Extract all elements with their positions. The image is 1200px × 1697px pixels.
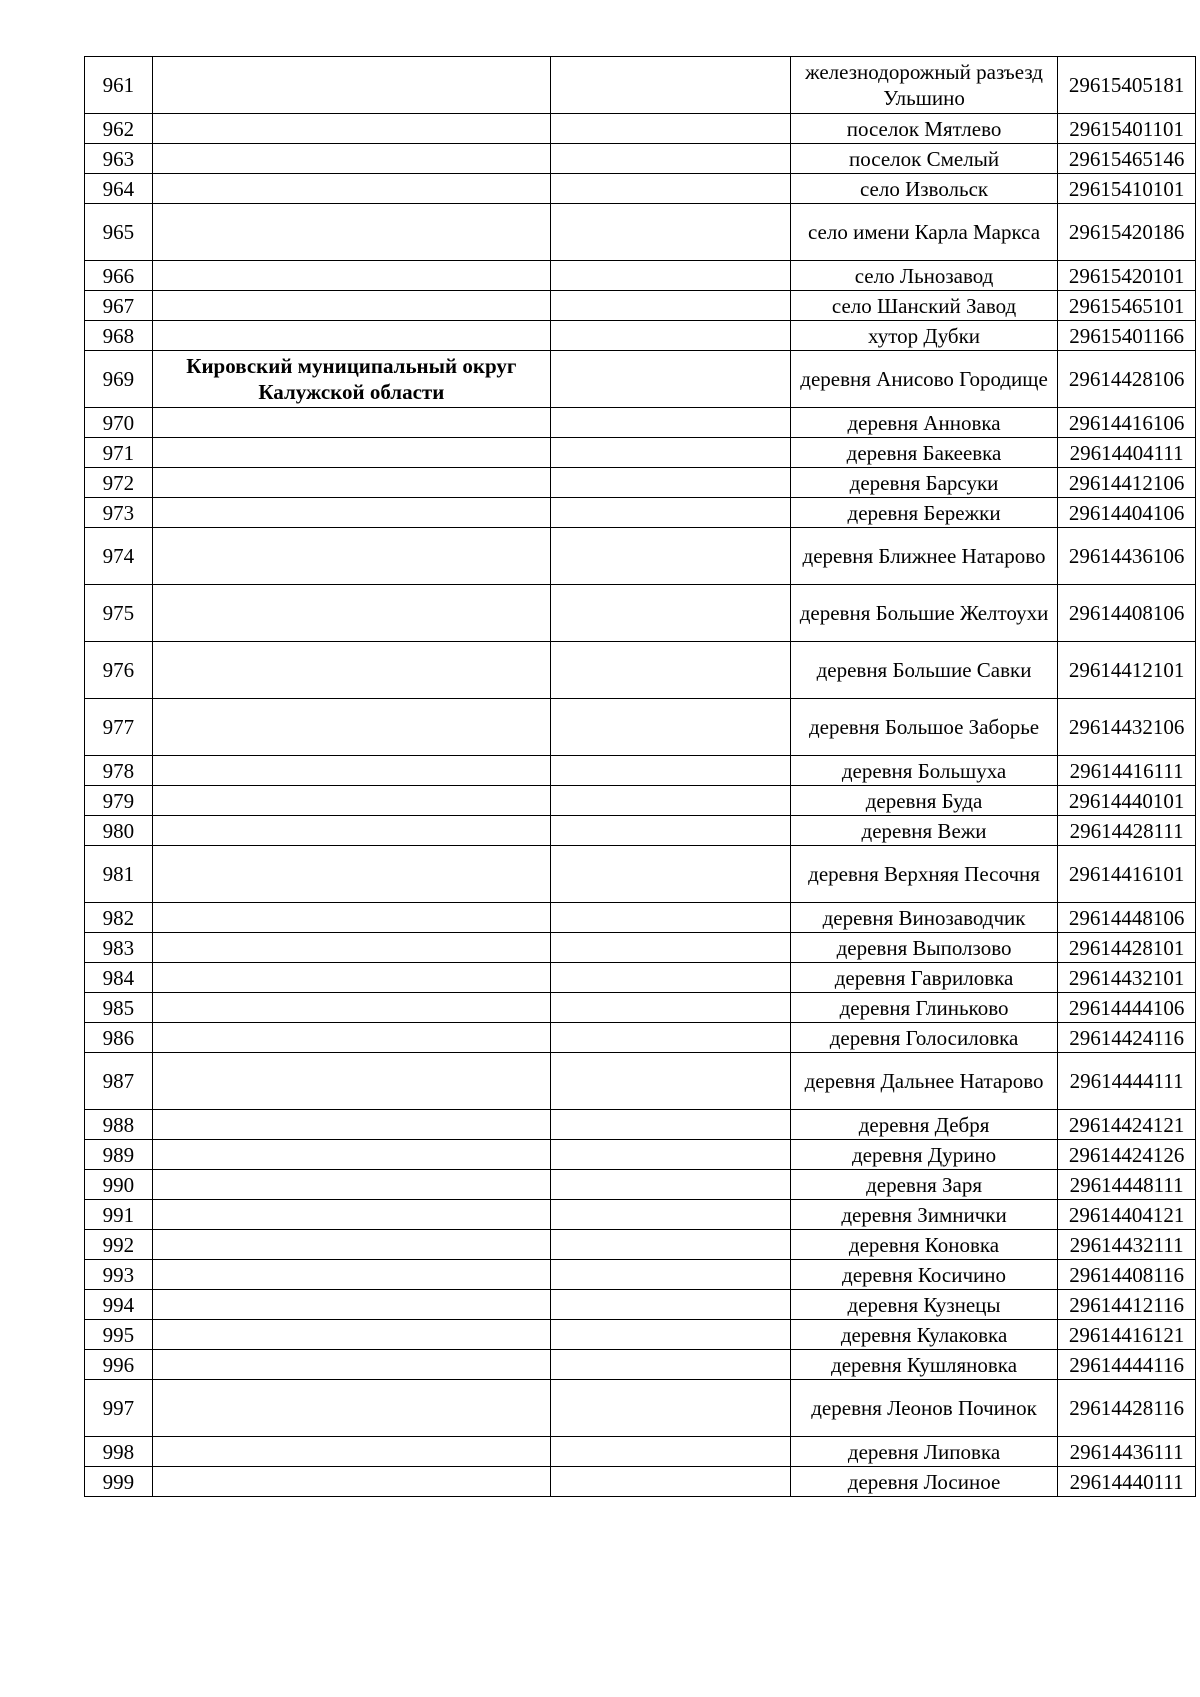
oktmo-code-cell: 29614424126 [1058,1140,1196,1170]
table-row [85,1350,1196,1380]
municipality-cell [152,1200,550,1230]
settlement-name-cell: деревня Большое Заборье [790,699,1057,756]
municipality-cell [152,144,550,174]
settlement-name-cell: деревня Анисово Городище [790,351,1057,408]
empty-cell [550,261,790,291]
row-number-cell: 988 [85,1110,153,1140]
oktmo-code-cell: 29615420186 [1058,204,1196,261]
oktmo-code-cell: 29615465146 [1058,144,1196,174]
municipality-cell [152,408,550,438]
empty-cell [550,438,790,468]
table-row [85,585,1196,642]
municipality-cell [152,1053,550,1110]
settlement-name-cell: деревня Лосиное [790,1467,1057,1497]
municipality-cell [152,57,550,114]
table-row [85,57,1196,114]
settlement-name-cell: деревня Большуха [790,756,1057,786]
empty-cell [550,1290,790,1320]
settlement-name-cell: деревня Коновка [790,1230,1057,1260]
document-page [84,56,1196,1497]
empty-cell [550,1023,790,1053]
empty-cell [550,963,790,993]
empty-cell [550,144,790,174]
settlement-name-cell: деревня Анновка [790,408,1057,438]
oktmo-code-cell: 29614432106 [1058,699,1196,756]
row-number-cell: 964 [85,174,153,204]
row-number-cell: 967 [85,291,153,321]
oktmo-code-cell: 29614404106 [1058,498,1196,528]
table-row [85,1380,1196,1437]
oktmo-code-cell: 29615405181 [1058,57,1196,114]
oktmo-code-cell: 29614408106 [1058,585,1196,642]
empty-cell [550,174,790,204]
table-row [85,261,1196,291]
settlement-name-cell: хутор Дубки [790,321,1057,351]
settlement-name-cell: деревня Кузнецы [790,1290,1057,1320]
table-row [85,1230,1196,1260]
municipality-cell [152,816,550,846]
row-number-cell: 984 [85,963,153,993]
empty-cell [550,1053,790,1110]
oktmo-code-cell: 29615401166 [1058,321,1196,351]
municipality-cell [152,1320,550,1350]
municipality-cell [152,1230,550,1260]
settlement-name-cell: деревня Барсуки [790,468,1057,498]
row-number-cell: 986 [85,1023,153,1053]
row-number-cell: 971 [85,438,153,468]
table-row [85,408,1196,438]
row-number-cell: 989 [85,1140,153,1170]
municipality-cell [152,174,550,204]
oktmo-code-cell: 29614424116 [1058,1023,1196,1053]
settlement-name-cell: деревня Заря [790,1170,1057,1200]
row-number-cell: 972 [85,468,153,498]
table-row [85,699,1196,756]
empty-cell [550,1260,790,1290]
settlement-name-cell: деревня Дебря [790,1110,1057,1140]
empty-cell [550,786,790,816]
empty-cell [550,1140,790,1170]
settlement-name-cell: деревня Гавриловка [790,963,1057,993]
empty-cell [550,1110,790,1140]
table-row [85,816,1196,846]
oktmo-code-cell: 29614440111 [1058,1467,1196,1497]
oktmo-code-cell: 29614404111 [1058,438,1196,468]
row-number-cell: 976 [85,642,153,699]
table-row [85,756,1196,786]
table-row [85,351,1196,408]
settlement-name-cell: деревня Выползово [790,933,1057,963]
municipality-cell [152,1290,550,1320]
row-number-cell: 968 [85,321,153,351]
oktmo-code-cell: 29614444116 [1058,1350,1196,1380]
table-row [85,1200,1196,1230]
municipality-cell [152,498,550,528]
table-row [85,321,1196,351]
row-number-cell: 987 [85,1053,153,1110]
empty-cell [550,1437,790,1467]
row-number-cell: 975 [85,585,153,642]
settlement-name-cell: железнодорожный разъезд Ульшино [790,57,1057,114]
row-number-cell: 962 [85,114,153,144]
settlement-name-cell: деревня Липовка [790,1437,1057,1467]
empty-cell [550,816,790,846]
row-number-cell: 969 [85,351,153,408]
table-row [85,963,1196,993]
settlement-name-cell: деревня Ближнее Натарово [790,528,1057,585]
table-row [85,438,1196,468]
municipality-cell [152,585,550,642]
row-number-cell: 981 [85,846,153,903]
row-number-cell: 990 [85,1170,153,1200]
table-row [85,1260,1196,1290]
oktmo-code-cell: 29615420101 [1058,261,1196,291]
empty-cell [550,756,790,786]
row-number-cell: 970 [85,408,153,438]
table-row [85,642,1196,699]
empty-cell [550,291,790,321]
table-row [85,468,1196,498]
municipality-cell [152,204,550,261]
settlement-name-cell: поселок Смелый [790,144,1057,174]
table-row [85,846,1196,903]
empty-cell [550,498,790,528]
settlement-name-cell: деревня Кулаковка [790,1320,1057,1350]
settlement-name-cell: деревня Вежи [790,816,1057,846]
oktmo-code-cell: 29614444111 [1058,1053,1196,1110]
municipality-cell [152,642,550,699]
oktmo-code-cell: 29615465101 [1058,291,1196,321]
row-number-cell: 961 [85,57,153,114]
table-row [85,498,1196,528]
settlement-name-cell: деревня Глиньково [790,993,1057,1023]
row-number-cell: 982 [85,903,153,933]
row-number-cell: 974 [85,528,153,585]
row-number-cell: 993 [85,1260,153,1290]
settlement-name-cell: село имени Карла Маркса [790,204,1057,261]
oktmo-code-cell: 29614432111 [1058,1230,1196,1260]
empty-cell [550,1350,790,1380]
table-row [85,1290,1196,1320]
settlement-name-cell: деревня Голосиловка [790,1023,1057,1053]
settlements-table [84,56,1196,1497]
empty-cell [550,1380,790,1437]
oktmo-code-cell: 29614432101 [1058,963,1196,993]
row-number-cell: 965 [85,204,153,261]
table-row [85,903,1196,933]
municipality-cell [152,903,550,933]
oktmo-code-cell: 29614436111 [1058,1437,1196,1467]
oktmo-code-cell: 29614416121 [1058,1320,1196,1350]
settlement-name-cell: деревня Верхняя Песочня [790,846,1057,903]
empty-cell [550,114,790,144]
table-row [85,174,1196,204]
row-number-cell: 963 [85,144,153,174]
table-row [85,786,1196,816]
empty-cell [550,204,790,261]
municipality-cell [152,1467,550,1497]
oktmo-code-cell: 29614408116 [1058,1260,1196,1290]
row-number-cell: 978 [85,756,153,786]
row-number-cell: 992 [85,1230,153,1260]
empty-cell [550,528,790,585]
table-row [85,1320,1196,1350]
row-number-cell: 977 [85,699,153,756]
table-row [85,1170,1196,1200]
settlement-name-cell: деревня Большие Савки [790,642,1057,699]
oktmo-code-cell: 29614436106 [1058,528,1196,585]
settlement-name-cell: село Шанский Завод [790,291,1057,321]
municipality-cell [152,528,550,585]
settlement-name-cell: деревня Леонов Починок [790,1380,1057,1437]
oktmo-code-cell: 29614416101 [1058,846,1196,903]
oktmo-code-cell: 29614448106 [1058,903,1196,933]
municipality-cell [152,468,550,498]
municipality-cell [152,1140,550,1170]
municipality-cell [152,1437,550,1467]
oktmo-code-cell: 29615410101 [1058,174,1196,204]
municipality-cell [152,933,550,963]
municipality-cell [152,1023,550,1053]
municipality-cell [152,1110,550,1140]
row-number-cell: 995 [85,1320,153,1350]
empty-cell [550,321,790,351]
municipality-cell [152,963,550,993]
row-number-cell: 966 [85,261,153,291]
table-row [85,144,1196,174]
settlement-name-cell: деревня Бережки [790,498,1057,528]
settlement-name-cell: село Льнозавод [790,261,1057,291]
empty-cell [550,903,790,933]
empty-cell [550,57,790,114]
row-number-cell: 998 [85,1437,153,1467]
row-number-cell: 979 [85,786,153,816]
oktmo-code-cell: 29614412116 [1058,1290,1196,1320]
settlement-name-cell: деревня Винозаводчик [790,903,1057,933]
empty-cell [550,993,790,1023]
municipality-cell [152,114,550,144]
settlement-name-cell: деревня Косичино [790,1260,1057,1290]
empty-cell [550,1320,790,1350]
oktmo-code-cell: 29614428101 [1058,933,1196,963]
settlement-name-cell: поселок Мятлево [790,114,1057,144]
municipality-cell [152,438,550,468]
oktmo-code-cell: 29614412106 [1058,468,1196,498]
oktmo-code-cell: 29614440101 [1058,786,1196,816]
settlement-name-cell: деревня Кушляновка [790,1350,1057,1380]
settlement-name-cell: деревня Бакеевка [790,438,1057,468]
empty-cell [550,468,790,498]
municipality-cell [152,699,550,756]
row-number-cell: 994 [85,1290,153,1320]
settlement-name-cell: деревня Дальнее Натарово [790,1053,1057,1110]
row-number-cell: 983 [85,933,153,963]
table-row [85,1437,1196,1467]
municipality-cell [152,321,550,351]
table-row [85,114,1196,144]
municipality-cell [152,786,550,816]
row-number-cell: 999 [85,1467,153,1497]
row-number-cell: 997 [85,1380,153,1437]
oktmo-code-cell: 29614428106 [1058,351,1196,408]
municipality-cell [152,993,550,1023]
empty-cell [550,846,790,903]
municipality-cell [152,261,550,291]
municipality-cell [152,291,550,321]
empty-cell [550,408,790,438]
municipality-cell [152,1380,550,1437]
empty-cell [550,933,790,963]
settlement-name-cell: деревня Большие Желтоухи [790,585,1057,642]
oktmo-code-cell: 29614444106 [1058,993,1196,1023]
municipality-cell [152,1170,550,1200]
table-row [85,528,1196,585]
table-row [85,291,1196,321]
municipality-cell [152,1350,550,1380]
empty-cell [550,1170,790,1200]
table-row [85,1467,1196,1497]
table-body [85,57,1196,1497]
empty-cell [550,1200,790,1230]
municipality-cell: Кировский муниципальный округ Калужской области [152,351,550,408]
table-row [85,1140,1196,1170]
oktmo-code-cell: 29615401101 [1058,114,1196,144]
table-row [85,1023,1196,1053]
table-row [85,933,1196,963]
oktmo-code-cell: 29614424121 [1058,1110,1196,1140]
row-number-cell: 985 [85,993,153,1023]
oktmo-code-cell: 29614428111 [1058,816,1196,846]
empty-cell [550,1467,790,1497]
oktmo-code-cell: 29614428116 [1058,1380,1196,1437]
empty-cell [550,351,790,408]
municipality-cell [152,1260,550,1290]
row-number-cell: 980 [85,816,153,846]
oktmo-code-cell: 29614416111 [1058,756,1196,786]
table-row [85,993,1196,1023]
table-row [85,1110,1196,1140]
table-row [85,1053,1196,1110]
oktmo-code-cell: 29614404121 [1058,1200,1196,1230]
settlement-name-cell: деревня Зимнички [790,1200,1057,1230]
settlement-name-cell: деревня Дурино [790,1140,1057,1170]
table-row [85,204,1196,261]
row-number-cell: 973 [85,498,153,528]
oktmo-code-cell: 29614448111 [1058,1170,1196,1200]
empty-cell [550,1230,790,1260]
row-number-cell: 996 [85,1350,153,1380]
settlement-name-cell: деревня Буда [790,786,1057,816]
empty-cell [550,699,790,756]
row-number-cell: 991 [85,1200,153,1230]
municipality-cell [152,756,550,786]
oktmo-code-cell: 29614416106 [1058,408,1196,438]
empty-cell [550,642,790,699]
settlement-name-cell: село Извольск [790,174,1057,204]
municipality-cell [152,846,550,903]
oktmo-code-cell: 29614412101 [1058,642,1196,699]
empty-cell [550,585,790,642]
